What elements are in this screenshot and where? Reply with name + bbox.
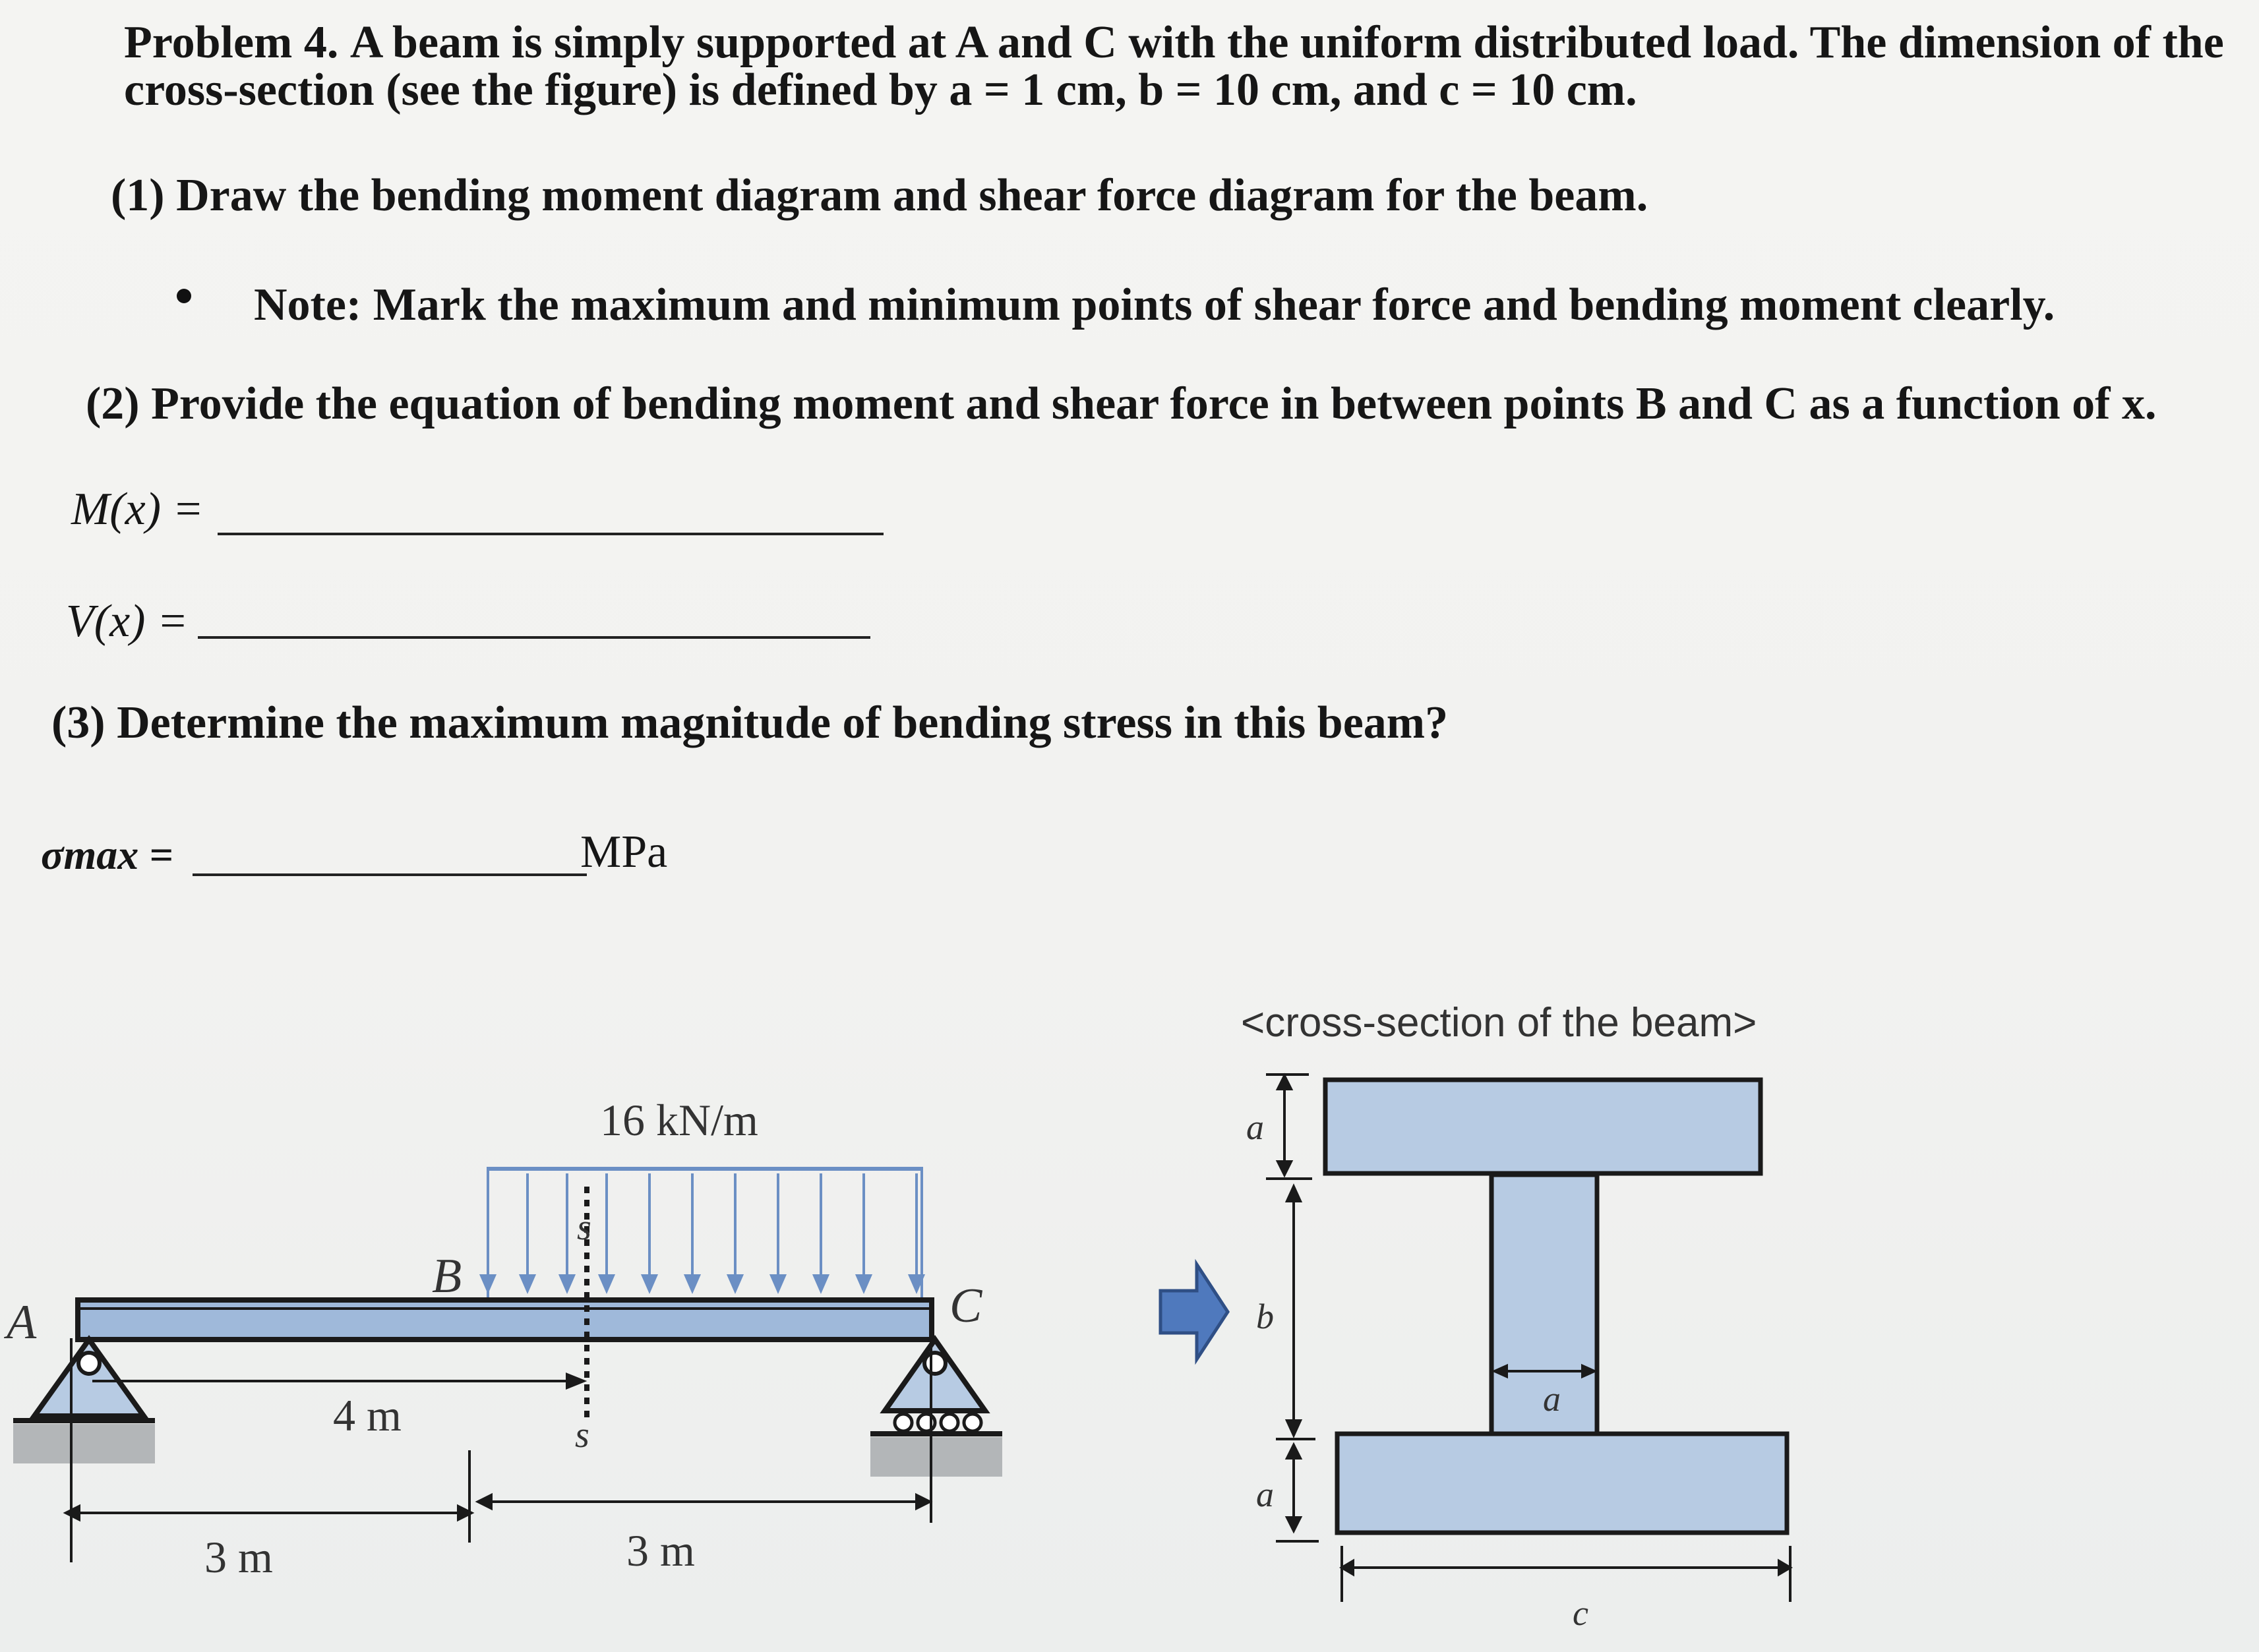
roller-support-c	[870, 1340, 1002, 1477]
dim-a-web-label: a	[1543, 1379, 1561, 1419]
dim-a-bottom-label: a	[1256, 1475, 1274, 1514]
section-label-top: s	[577, 1207, 591, 1248]
note-label: Note:	[254, 280, 362, 330]
bottom-flange	[1337, 1434, 1787, 1533]
section-label-bottom: s	[575, 1415, 589, 1456]
sigma-unit: MPa	[580, 827, 668, 877]
dimension-c	[1342, 1546, 1790, 1602]
dimension-b	[1276, 1187, 1315, 1439]
m-label: M(x) =	[71, 484, 204, 535]
dim-a-top-label: a	[1246, 1107, 1264, 1147]
i-section	[1325, 1080, 1787, 1533]
beam	[78, 1300, 932, 1340]
dim-c-label: c	[1573, 1593, 1588, 1633]
right-arrow-icon	[1160, 1264, 1228, 1359]
cross-section-caption: <cross-section of the beam>	[1241, 1000, 1757, 1046]
point-b-label: B	[432, 1249, 462, 1303]
note-text: Mark the maximum and minimum points of shear force and bending moment clearly.	[373, 280, 2055, 330]
dim-4m-label: 4 m	[333, 1390, 402, 1440]
point-c-label: C	[949, 1279, 982, 1333]
question-3: (3) Determine the maximum magnitude of bending stress in this beam?	[51, 697, 1449, 748]
point-a-label: A	[7, 1295, 37, 1349]
problem-line-2: cross-section (see the figure) is defined by a = 1 cm, b = 10 cm, and c = 10 cm.	[124, 65, 1637, 115]
sigma-label: σmax =	[41, 831, 173, 878]
top-flange	[1325, 1080, 1761, 1173]
question-1: (1) Draw the bending moment diagram and shear force diagram for the beam.	[111, 170, 1648, 221]
dim-3m-right-label: 3 m	[626, 1525, 695, 1576]
dimension-4m	[92, 1374, 584, 1388]
dimension-3m-3m	[66, 1338, 931, 1562]
dim-b-label: b	[1256, 1297, 1274, 1336]
dimension-a-bottom	[1276, 1445, 1319, 1541]
v-label: V(x) =	[66, 596, 189, 647]
question-2: (2) Provide the equation of bending moment and shear force in between points B and C as a function of x.	[86, 378, 2157, 429]
problem-label: Problem 4.	[124, 17, 339, 68]
pin-support-a	[13, 1340, 155, 1463]
load-label: 16 kN/m	[600, 1095, 758, 1145]
dimension-a-top	[1266, 1075, 1312, 1179]
load-arrows	[481, 1173, 923, 1291]
problem-line1-text: A beam is simply supported at A and C with the uniform distributed load. The dimension of the	[349, 17, 2224, 68]
distributed-load	[488, 1168, 922, 1297]
dim-3m-left-label: 3 m	[204, 1532, 273, 1582]
